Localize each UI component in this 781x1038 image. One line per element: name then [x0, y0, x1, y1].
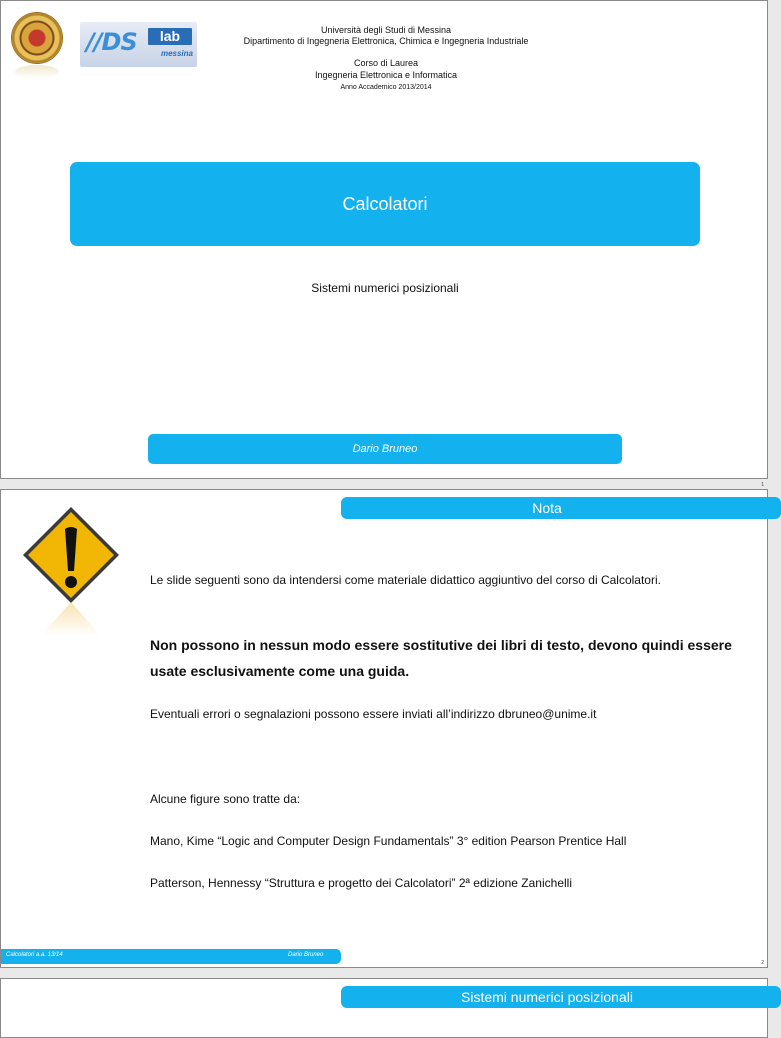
seal-reflection [15, 65, 59, 79]
note-paragraph-1: Le slide seguenti sono da intendersi come materiale didattico aggiuntivo del corso di Calcolatori. [150, 573, 661, 587]
slide-subtitle: Sistemi numerici posizionali [311, 281, 459, 295]
note-paragraph-3: Eventuali errori o segnalazioni possono essere inviati all’indirizzo dbruneo@unime.it [150, 707, 597, 721]
course-label: Corso di Laurea [353, 58, 419, 68]
reference-1: Mano, Kime “Logic and Computer Design Fundamentals” 3° edition Pearson Prentice Hall [150, 834, 627, 848]
mdslab-logo-city: messina [160, 49, 193, 58]
slide-title [0, 0, 768, 488]
slide-positional-systems [0, 978, 768, 1038]
academic-year: Anno Accademico 2013/2014 [340, 84, 432, 91]
slide-title-box [70, 162, 700, 246]
slide-note [0, 489, 768, 968]
mdslab-logo-lab: lab [148, 28, 192, 45]
slide-heading [341, 497, 781, 519]
page-number: 2 [761, 960, 764, 966]
mdslab-logo [80, 22, 197, 67]
department-name: Dipartimento di Ingegneria Elettronica, Chimica e Ingegneria Industriale [243, 36, 529, 46]
note-paragraph-2: Non possono in nessun modo essere sostitutive dei libri di testo, devono quindi essere usate esclusivamente come una guida. [150, 637, 732, 679]
course-name: Ingegneria Elettronica e Informatica [314, 70, 458, 80]
author-box [148, 434, 622, 464]
footer-author: Dario Bruneo [288, 952, 324, 958]
slide-footer [1, 949, 341, 964]
university-seal-logo [12, 13, 62, 63]
university-name: Università degli Studi di Messina [320, 25, 452, 35]
warning-sign-icon [21, 505, 121, 605]
author-name: Dario Bruneo [352, 443, 418, 455]
slide-heading [341, 986, 781, 1008]
warning-sign-reflection [41, 602, 101, 636]
page-number: 1 [761, 482, 764, 488]
slide-heading-text: Nota [532, 500, 562, 516]
footer-course: Calcolatori a.a. 13/14 [6, 952, 63, 958]
slide-title-text: Calcolatori [342, 193, 428, 214]
slide-heading-text: Sistemi numerici posizionali [461, 989, 633, 1005]
mdslab-logo-mark: //DS [86, 28, 137, 56]
reference-2: Patterson, Hennessy “Struttura e progetto dei Calcolatori” 2ª edizione Zanichelli [150, 876, 572, 890]
note-paragraph-4: Alcune figure sono tratte da: [150, 792, 301, 806]
